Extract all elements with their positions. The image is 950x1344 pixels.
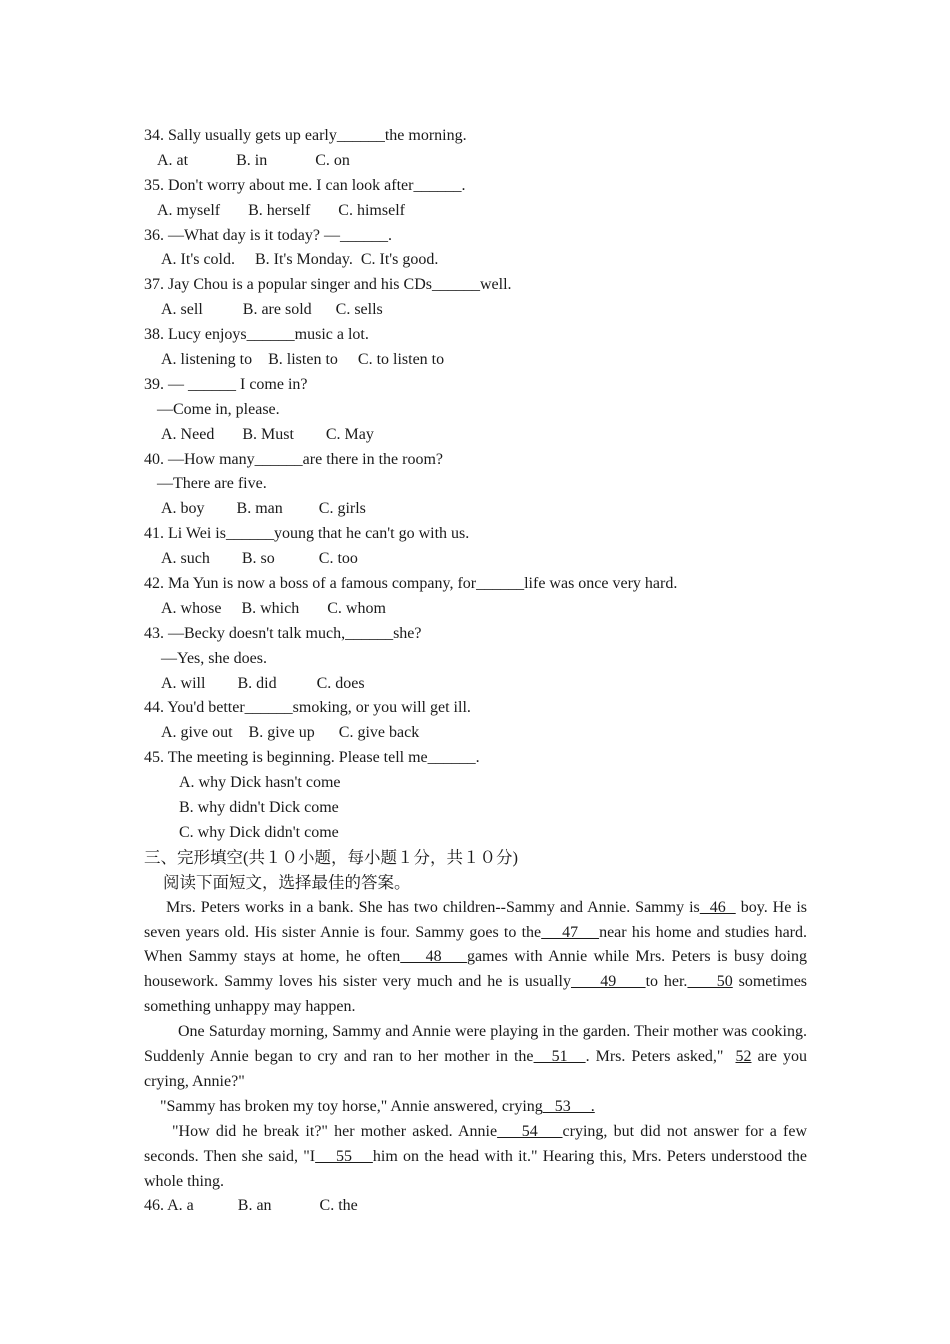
passage-text: "Sammy has broken my toy horse," Annie answered, crying — [160, 1097, 543, 1115]
question-45: 45. The meeting is beginning. Please tell me______. — [144, 749, 480, 767]
document-page — [144, 124, 807, 1219]
blank-54: 54 — [497, 1122, 563, 1140]
answer-46-options: 46. A. a B. an C. the — [144, 1197, 358, 1215]
blank-50: 50 — [687, 973, 733, 991]
passage-text: "How did he break it?" her mother asked. Annie — [172, 1122, 498, 1140]
passage-text: sometimes something unhappy may happen. — [144, 973, 808, 1016]
blank-52: 52 — [735, 1048, 752, 1066]
question-38-options: A. listening to B. listen to C. to listen to — [161, 351, 445, 369]
question-37: 37. Jay Chou is a popular singer and his CDs______well. — [144, 276, 512, 294]
question-45-option-c: C. why Dick didn't come — [179, 823, 339, 841]
question-44-options: A. give out B. give up C. give back — [161, 724, 420, 742]
question-43-reply: —Yes, she does. — [161, 649, 267, 667]
passage-text: him on the head with it." Hearing this, Mrs. Peters understood the whole thing. — [144, 1147, 808, 1190]
blank-46: 46 — [699, 898, 736, 916]
question-34-options: A. at B. in C. on — [157, 151, 350, 169]
blank-51: 51 — [533, 1048, 586, 1066]
passage-text: . Mrs. Peters asked," — [585, 1048, 736, 1066]
question-43: 43. —Becky doesn't talk much,______she? — [144, 624, 422, 642]
blank-49: 49 — [570, 973, 646, 991]
passage-text: to her. — [645, 973, 688, 991]
passage-text: are you crying, Annie?" — [144, 1048, 808, 1090]
question-35: 35. Don't worry about me. I can look after______. — [144, 176, 466, 194]
blank-53: 53 . — [542, 1097, 595, 1115]
passage-paragraph-2 — [144, 1020, 807, 1095]
question-42: 42. Ma Yun is now a boss of a famous company, for______life was once very hard. — [144, 575, 678, 593]
passage-text: boy. He is seven years old. His sister Annie is four. Sammy goes to the — [144, 898, 808, 941]
question-34: 34. Sally usually gets up early______the morning. — [144, 127, 467, 144]
blank-48: 48 — [400, 948, 467, 966]
blank-47: 47 — [541, 923, 600, 941]
question-36: 36. —What day is it today? —______. — [144, 226, 392, 244]
question-35-options: A. myself B. herself C. himself — [157, 201, 405, 219]
question-41-options: A. such B. so C. too — [161, 550, 358, 568]
passage-text: games with Annie while Mrs. Peters is busy doing housework. Sammy loves his sister very much and he is usually — [144, 948, 807, 991]
question-37-options: A. sell B. are sold C. sells — [161, 301, 383, 319]
blank-55: 55 — [315, 1147, 373, 1165]
question-41: 41. Li Wei is______young that he can't go with us. — [144, 525, 470, 543]
passage-text: near his home and studies hard. When Sammy stays at home, he often — [144, 923, 808, 966]
question-39-reply: —Come in, please. — [157, 400, 280, 418]
question-40-options: A. boy B. man C. girls — [161, 500, 366, 518]
question-40-reply: —There are five. — [157, 475, 267, 493]
question-44: 44. You'd better______smoking, or you will get ill. — [144, 699, 471, 717]
question-42-options: A. whose B. which C. whom — [161, 599, 386, 617]
question-45-option-a: A. why Dick hasn't come — [179, 774, 341, 792]
question-45-option-b: B. why didn't Dick come — [179, 799, 339, 817]
passage-text: crying, but did not answer for a few seconds. Then she said, "I — [144, 1122, 808, 1165]
question-38: 38. Lucy enjoys______music a lot. — [144, 326, 369, 344]
section-heading: 三、完形填空(共１０小题，每小题１分，共１０分) — [144, 847, 518, 867]
question-39-options: A. Need B. Must C. May — [161, 425, 374, 443]
question-40: 40. —How many______are there in the room? — [144, 450, 444, 468]
passage-text: Mrs. Peters works in a bank. She has two children--Sammy and Annie. Sammy is — [166, 898, 700, 916]
question-36-options: A. It's cold. B. It's Monday. C. It's good. — [161, 251, 439, 269]
question-43-options: A. will B. did C. does — [161, 674, 365, 692]
passage-text: One Saturday morning, Sammy and Annie were playing in the garden. Their mother was cooking. Suddenly Annie began to cry and ran to her mother in the — [144, 1023, 807, 1066]
passage-paragraph-1 — [144, 896, 807, 1021]
question-39: 39. — ______ I come in? — [144, 375, 308, 393]
passage-paragraph-3 — [144, 1095, 807, 1120]
passage-paragraph-4 — [144, 1120, 807, 1195]
section-instruction: 阅读下面短文，选择最佳的答案。 — [163, 872, 411, 892]
